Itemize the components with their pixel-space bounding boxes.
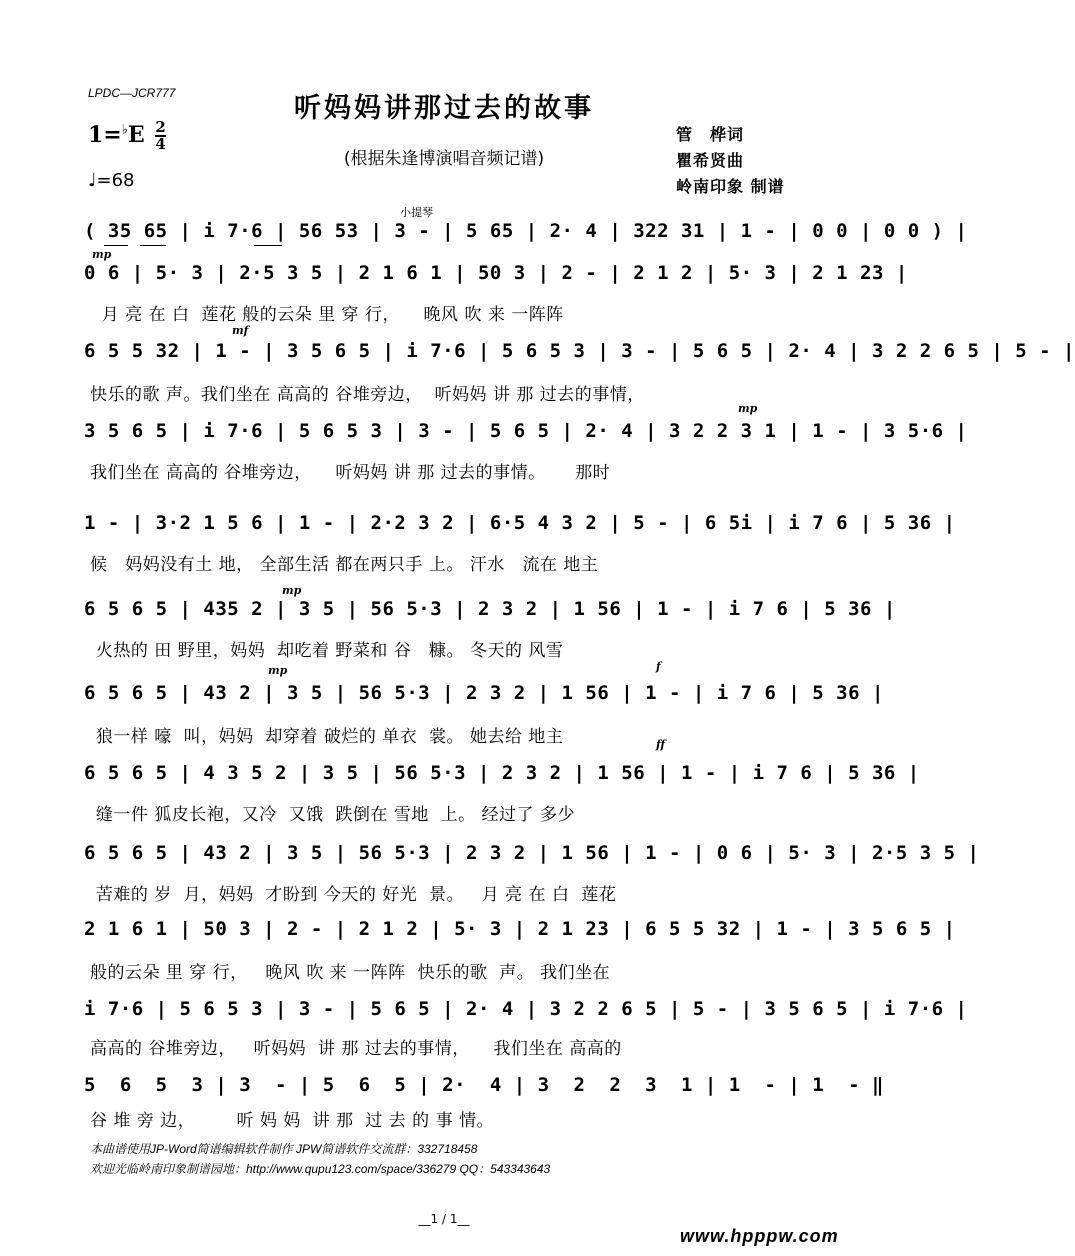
lyrics-line-10: 般的云朵 里 穿 行， 晚风 吹 来 一阵阵 快乐的歌 声。 我们坐在 — [90, 963, 611, 983]
footer-software-note: 本曲谱使用JP-Word简谱编辑软件制作 JPW简谱软件交流群：332718458 — [90, 1142, 478, 1156]
lyrics-line-5: 候 妈妈没有土 地， 全部生活 都在两只手 上。 汗水 流在 地主 — [90, 555, 599, 575]
lyrics-line-4: 我们坐在 高高的 谷堆旁边， 听妈妈 讲 那 过去的事情。 那时 — [90, 463, 611, 483]
score-code: LPDC—JCR777 — [88, 86, 176, 100]
page-title: 听妈妈讲那过去的故事 — [294, 93, 594, 124]
beam-line — [140, 245, 166, 246]
quarter-note-icon: ♩ — [88, 170, 97, 191]
notation-line-9: 6 5 6 5 | 43 2 | 3 5 | 56 5·3 | 2 3 2 | 1 56 | 1 - | 0 6 | 5· 3 | 2·5 3 5 | — [84, 842, 980, 864]
time-signature — [155, 120, 165, 152]
time-bottom: 4 — [155, 135, 166, 153]
notation-line-1: ( 35 65 | i 7·6 | 56 53 | 3 - | 5 65 | 2· 4 | 322 31 | 1 - | 0 0 | 0 0 ) | — [84, 220, 968, 242]
dynamic-mp: mp — [268, 664, 288, 677]
lyrics-line-8: 缝一件 狐皮长袍，又冷 又饿 跌倒在 雪地 上。 经过了 多少 — [90, 805, 575, 825]
lyrics-line-9: 苦难的 岁 月，妈妈 才盼到 今天的 好光 景。 月 亮 在 白 莲花 — [90, 885, 617, 905]
dynamic-mp: mp — [282, 584, 302, 597]
lyrics-line-3: 快乐的歌 声。我们坐在 高高的 谷堆旁边， 听妈妈 讲 那 过去的事情， — [90, 385, 645, 405]
notation-line-10: 2 1 6 1 | 50 3 | 2 - | 2 1 2 | 5· 3 | 2 1 23 | 6 5 5 32 | 1 - | 3 5 6 5 | — [84, 918, 956, 940]
notation-line-3: 6 5 5 32 | 1 - | 3 5 6 5 | i 7·6 | 5 6 5 3 | 3 - | 5 6 5 | 2· 4 | 3 2 2 6 5 | 5 - | — [84, 340, 1075, 362]
time-top: 2 — [155, 118, 166, 136]
notation-line-6: 6 5 6 5 | 435 2 | 3 5 | 56 5·3 | 2 3 2 | 1 56 | 1 - | i 7 6 | 5 36 | — [84, 598, 896, 620]
notation-line-7: 6 5 6 5 | 43 2 | 3 5 | 56 5·3 | 2 3 2 | 1 56 | 1 - | i 7 6 | 5 36 | — [84, 682, 884, 704]
key-prefix: 1= — [88, 122, 122, 148]
key-signature — [88, 120, 166, 152]
notation-line-11: i 7·6 | 5 6 5 3 | 3 - | 5 6 5 | 2· 4 | 3 2 2 6 5 | 5 - | 3 5 6 5 | i 7·6 | — [84, 998, 968, 1020]
lyrics-line-7: 狼一样 嚎 叫，妈妈 却穿着 破烂的 单衣 裳。 她去给 地主 — [90, 727, 564, 747]
composer-credit: 瞿希贤曲 — [676, 151, 745, 170]
dynamic-mp: mp — [92, 248, 112, 261]
lyrics-line-11: 高高的 谷堆旁边， 听妈妈 讲 那 过去的事情， 我们坐在 高高的 — [90, 1039, 622, 1059]
lyrics-line-2: 月 亮 在 白 莲花 般的云朵 里 穿 行， 晚风 吹 来 一阵阵 — [90, 305, 564, 325]
notation-line-5: 1 - | 3·2 1 5 6 | 1 - | 2·2 3 2 | 6·5 4 3 2 | 5 - | 6 5i | i 7 6 | 5 36 | — [84, 512, 956, 534]
subtitle: (根据朱逢博演唱音频记谱) — [343, 149, 545, 169]
notation-line-2: 0 6 | 5· 3 | 2·5 3 5 | 2 1 6 1 | 50 3 | 2 - | 2 1 2 | 5· 3 | 2 1 23 | — [84, 262, 908, 284]
lyricist-credit: 管 桦词 — [676, 125, 745, 144]
instrument-mark: 小提琴 — [400, 206, 433, 219]
dynamic-ff: ff — [656, 738, 666, 751]
notation-line-4: 3 5 6 5 | i 7·6 | 5 6 5 3 | 3 - | 5 6 5 | 2· 4 | 3 2 2 3 1 | 1 - | 3 5·6 | — [84, 420, 968, 442]
dynamic-f: f — [656, 660, 661, 673]
page-number: __1 / 1__ — [418, 1212, 470, 1226]
key-note: E — [127, 122, 145, 148]
notation-line-12: 5 6 5 3 | 3 - | 5 6 5 | 2· 4 | 3 2 2 3 1 | 1 - | 1 - ‖ — [84, 1074, 884, 1096]
beam-line — [104, 245, 128, 246]
dynamic-mp: mp — [738, 402, 758, 415]
tempo-marking — [88, 170, 135, 191]
beam-line — [254, 245, 282, 246]
tempo-value: =68 — [96, 170, 135, 191]
lyrics-line-12: 谷 堆 旁 边， 听 妈 妈 讲 那 过 去 的 事 情。 — [90, 1111, 494, 1131]
watermark-site: www.hpppw.com — [680, 1226, 839, 1246]
flat-symbol: ♭ — [121, 122, 128, 138]
dynamic-mf: mf — [232, 324, 249, 337]
notation-line-8: 6 5 6 5 | 4 3 5 2 | 3 5 | 56 5·3 | 2 3 2 | 1 56 | 1 - | i 7 6 | 5 36 | — [84, 762, 920, 784]
lyrics-line-6: 火热的 田 野里，妈妈 却吃着 野菜和 谷 糠。 冬天的 风雪 — [90, 641, 564, 661]
footer-website-note: 欢迎光临岭南印象制谱园地：http://www.qupu123.com/space/336279 QQ：543343643 — [90, 1162, 551, 1176]
arranger-credit: 岭南印象 制谱 — [676, 177, 785, 196]
